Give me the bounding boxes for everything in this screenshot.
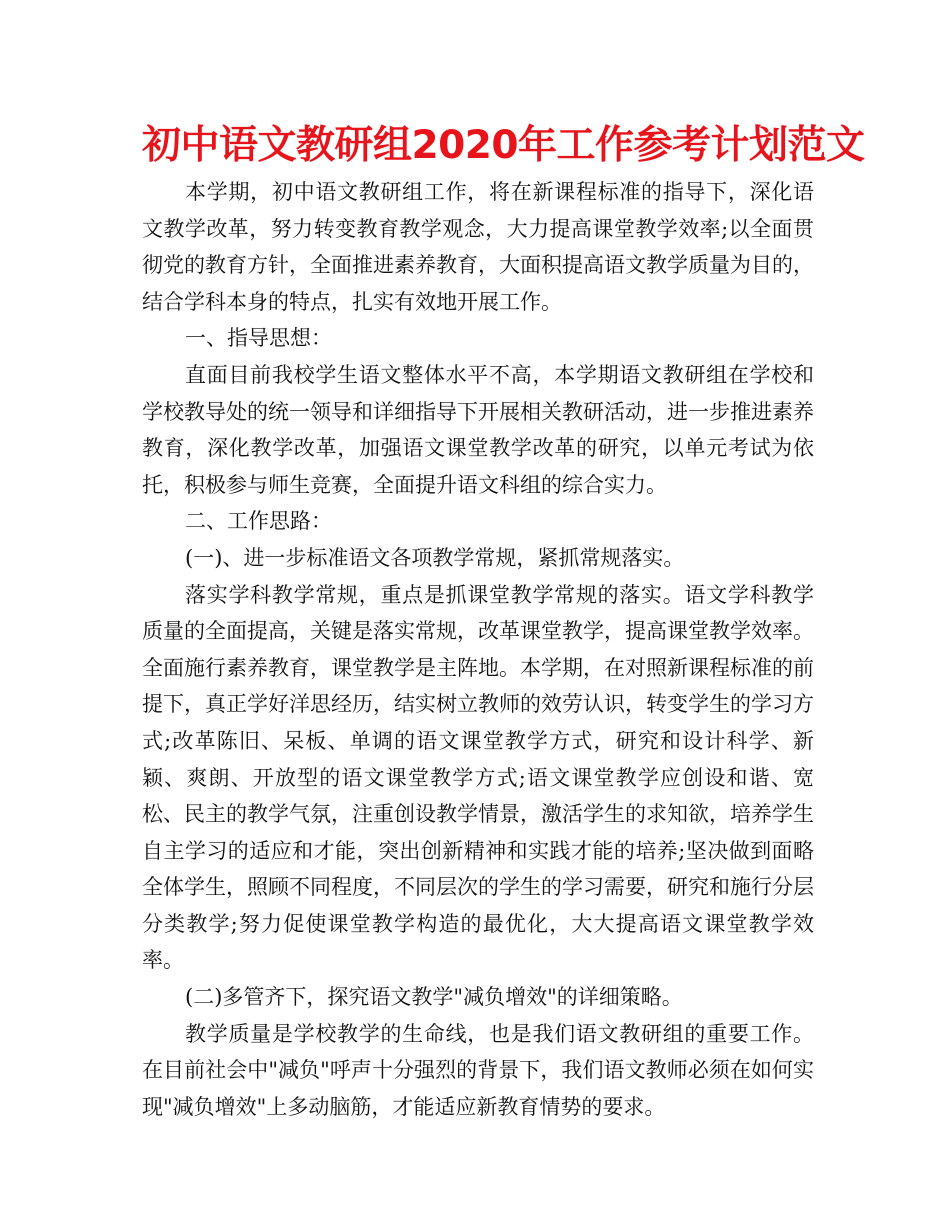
document-body	[142, 174, 814, 1125]
heading-guiding-ideology: 一、指导思想：	[185, 326, 333, 351]
paragraph-guiding-ideology: 直面目前我校学生语文整体水平不高，本学期语文教研组在学校和学校教导处的统一领导和详细指导下开展相关教研活动，进一步推进素养教育，深化教学改革，加强语文课堂教学改革的研究，以单元考试为依托，积极参与师生竞赛，全面提升语文科组的综合实力。	[142, 362, 814, 497]
document-page	[142, 118, 865, 1125]
paragraph-reduce-burden: 教学质量是学校教学的生命线，也是我们语文教研组的重要工作。在目前社会中"减负"呼声十分强烈的背景下，我们语文教师必须在如何实现"减负增效"上多动脑筋，才能适应新教育情势的要求。	[142, 1021, 814, 1119]
subheading-reduce-burden: (二)多管齐下，探究语文教学"减负增效"的详细策略。	[185, 985, 683, 1010]
subheading-teaching-routines: (一)、进一步标准语文各项教学常规，紧抓常规落实。	[185, 545, 685, 570]
document-title: 初中语文教研组2020年工作参考计划范文	[142, 123, 865, 168]
paragraph-intro: 本学期，初中语文教研组工作，将在新课程标准的指导下，深化语文教学改革，努力转变教育教学观念，大力提高课堂教学效率;以全面贯彻党的教育方针，全面推进素养教育，大面积提高语文教学质量为目的，结合学科本身的特点，扎实有效地开展工作。	[142, 180, 814, 314]
heading-work-approach: 二、工作思路：	[185, 509, 333, 534]
paragraph-teaching-routines: 落实学科教学常规，重点是抓课堂教学常规的落实。语文学科教学质量的全面提高，关键是落实常规，改革课堂教学，提高课堂教学效率。全面施行素养教育，课堂教学是主阵地。本学期，在对照新课程标准的前提下，真正学好洋思经历，结实树立教师的效劳认识，转变学生的学习方式;改革陈旧、呆板、单调的语文课堂教学方式，研究和设计科学、新颖、爽朗、开放型的语文课堂教学方式;语文课堂教学应创设和谐、宽松、民主的教学气氛，注重创设教学情景，激活学生的求知欲，培养学生自主学习的适应和才能，突出创新精神和实践才能的培养;坚决做到面略全体学生，照顾不同程度，不同层次的学生的学习需要，研究和施行分层分类教学;努力促使课堂教学构造的最优化，大大提高语文课堂教学效率。	[142, 582, 814, 973]
